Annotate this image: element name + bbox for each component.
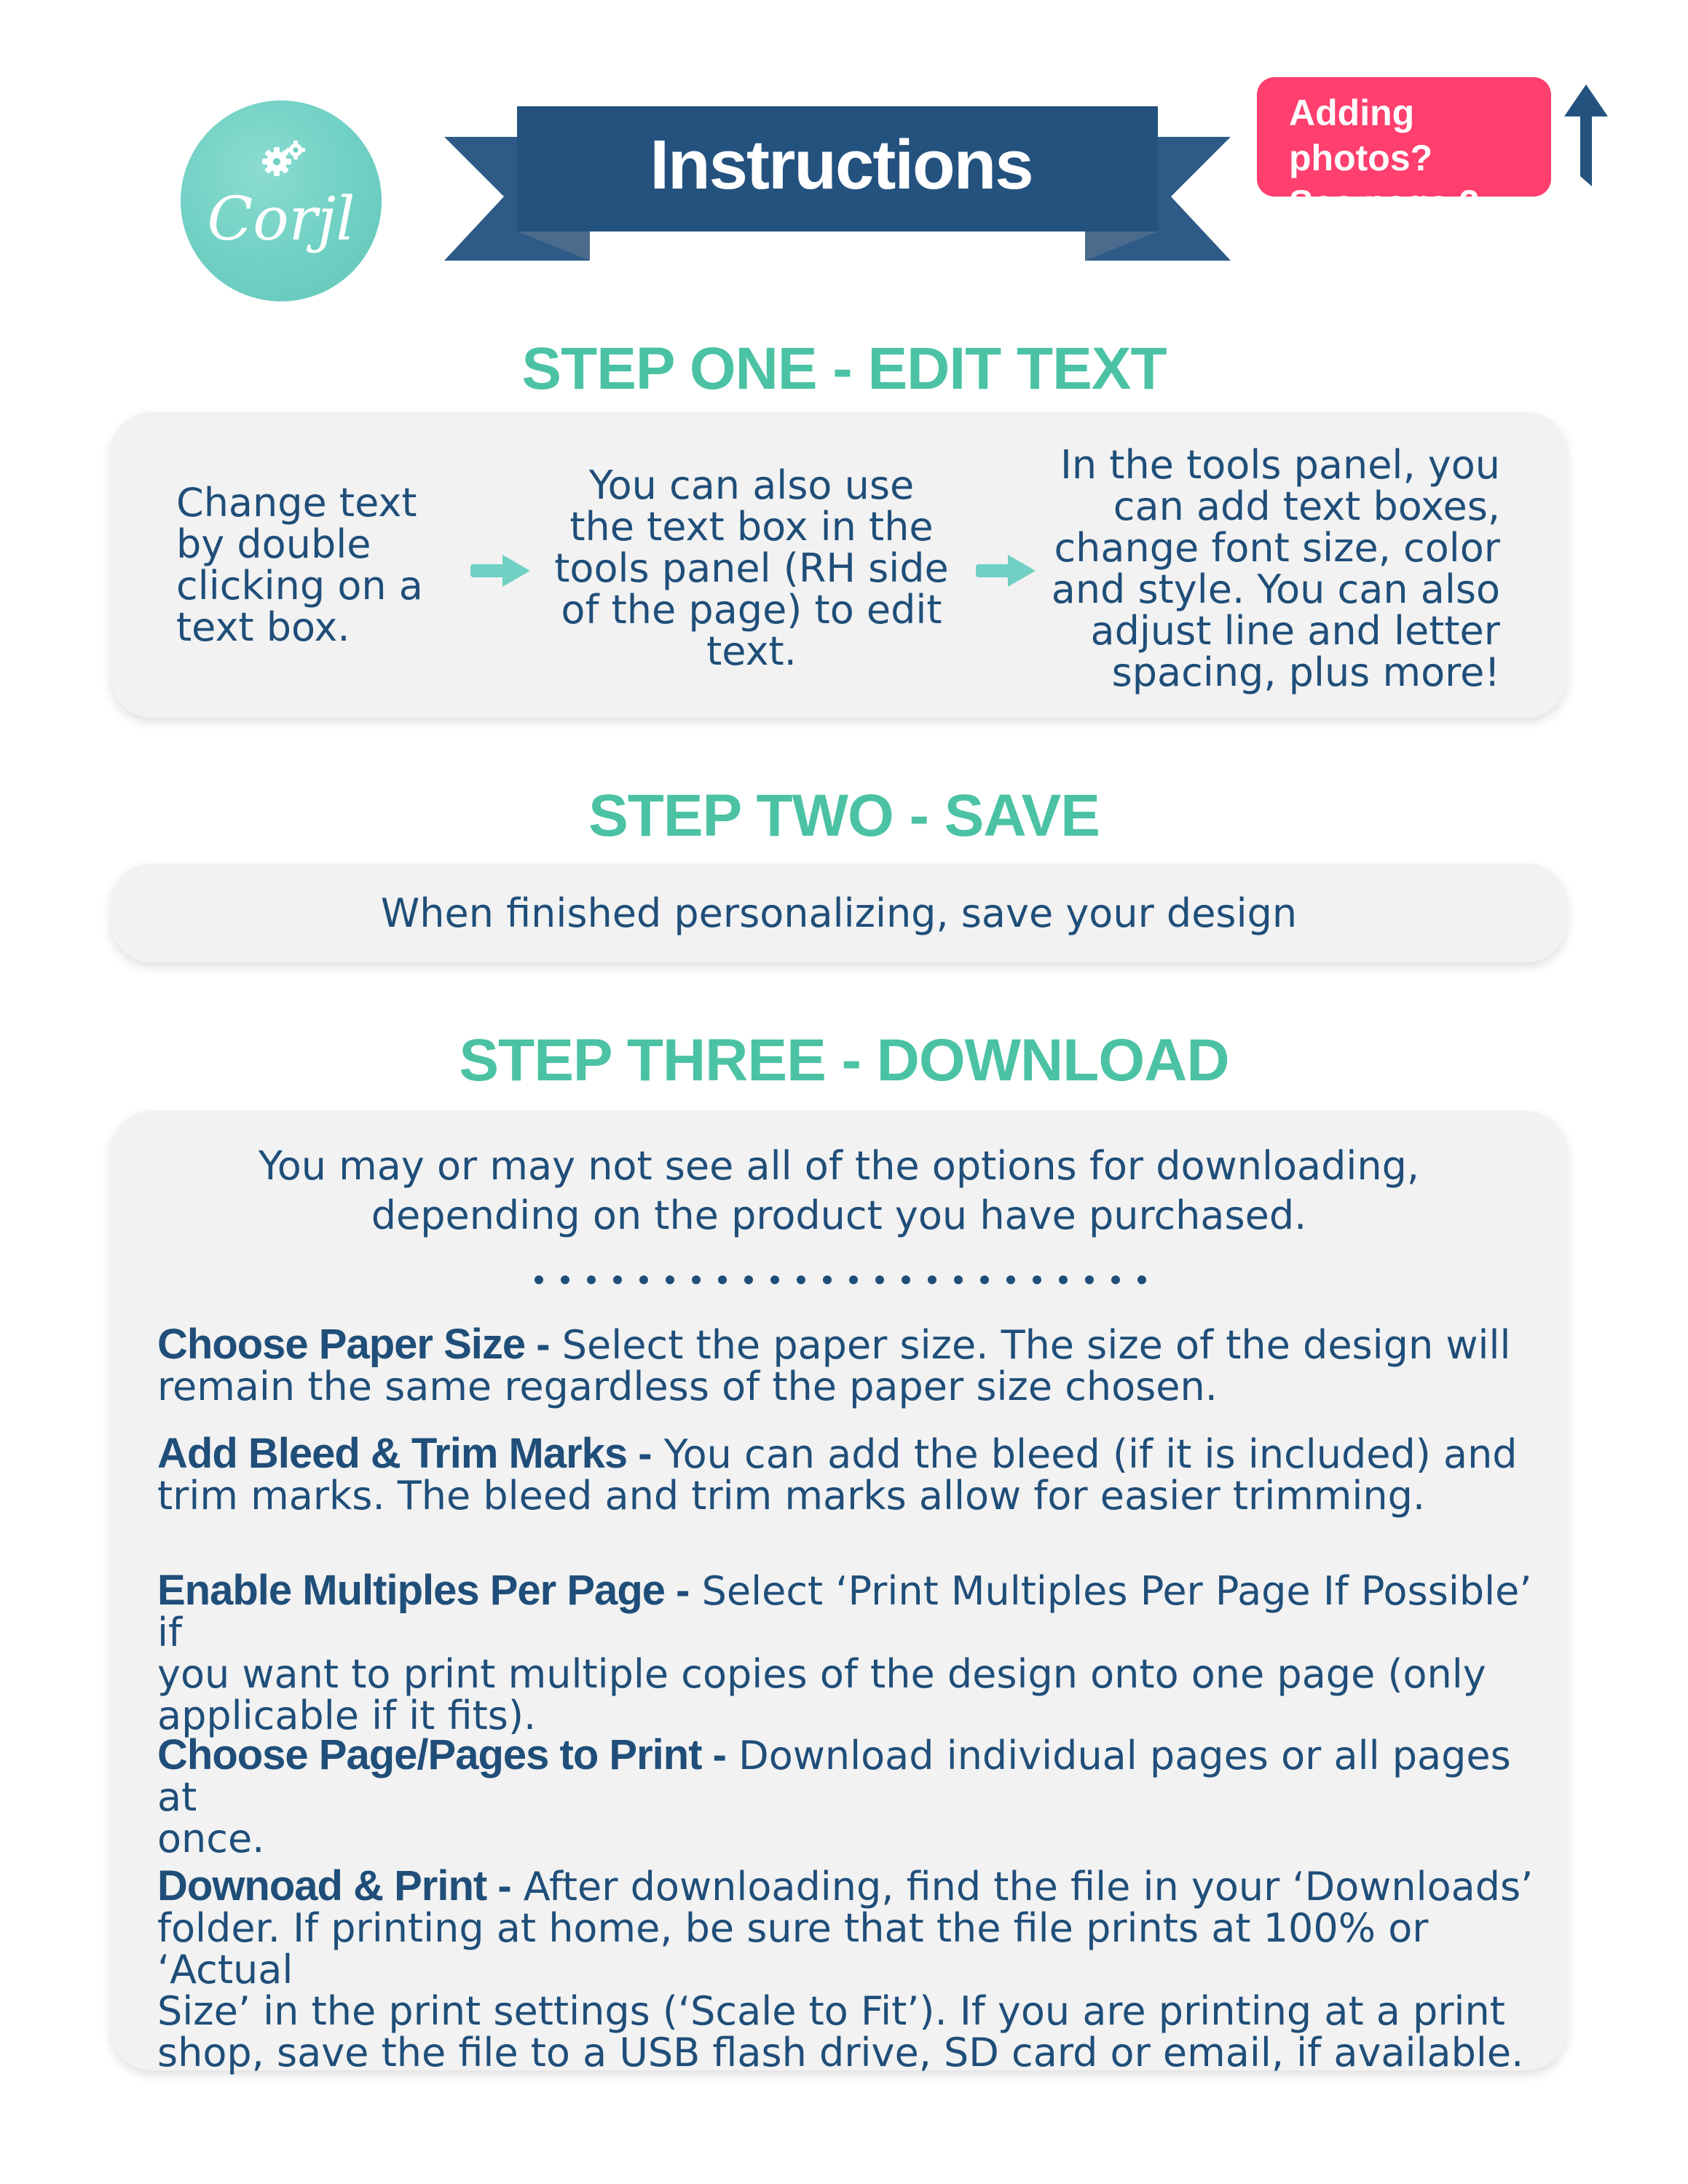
option-title: Add Bleed & Trim Marks - <box>157 1430 652 1477</box>
step-one-heading: STEP ONE - EDIT TEXT <box>521 336 1167 402</box>
option-title: Choose Page/Pages to Print - <box>157 1731 726 1779</box>
option-line: After downloading, find the file in your ‘Downloads’ <box>510 1864 1534 1910</box>
option-line: Select the paper size. The size of the design will <box>549 1322 1511 1368</box>
col1-line: text box. <box>176 604 350 650</box>
col2-line: the text box in the <box>569 504 934 550</box>
option-enable-multiples <box>157 1567 1541 1738</box>
dotted-divider <box>532 1273 1151 1287</box>
step-two-heading: STEP TWO - SAVE <box>588 783 1100 849</box>
option-title: Enable Multiples Per Page - <box>157 1567 690 1614</box>
option-line: Select ‘Print Multiples Per Page If Possible’ if <box>157 1568 1532 1655</box>
col3-line: change font size, color <box>1054 525 1500 571</box>
option-title: Downoad & Print - <box>157 1862 511 1910</box>
col3-line: and style. You can also <box>1051 566 1500 612</box>
photo-note-line1: Adding photos? <box>1289 92 1433 178</box>
option-line: folder. If printing at home, be sure that the file prints at 100% or ‘Actual <box>157 1905 1429 1993</box>
option-line: shop, save the file to a USB flash drive, SD card or email, if available. <box>157 2030 1524 2076</box>
step-one-col1 <box>176 482 482 648</box>
option-choose-paper-size <box>157 1321 1541 1409</box>
col2-line: You can also use <box>588 462 915 508</box>
option-title: Choose Paper Size - <box>157 1321 550 1368</box>
adding-photos-note <box>1257 77 1551 223</box>
arrow-right-icon <box>470 555 530 587</box>
option-download-print <box>157 1862 1541 2076</box>
up-arrow-icon <box>1564 84 1608 186</box>
col3-line: spacing, plus more! <box>1111 649 1500 695</box>
option-line: Size’ in the print settings (‘Scale to Fit’). If you are printing at a print <box>157 1988 1505 2034</box>
logo-text: Corjl <box>207 185 355 254</box>
option-line: trim marks. The bleed and trim marks allow for easier trimming. <box>157 1473 1426 1519</box>
intro-line: You may or may not see all of the options for downloading, <box>258 1143 1420 1189</box>
col2-line: of the page) to edit <box>561 587 942 633</box>
intro-line: depending on the product you have purchased. <box>371 1192 1307 1238</box>
corjl-logo <box>181 100 382 301</box>
option-line: Download individual pages or all pages at <box>157 1733 1511 1820</box>
step-two-text: When finished personalizing, save your design <box>380 890 1298 936</box>
arrow-right-icon <box>976 555 1036 587</box>
step-one-col2 <box>540 464 963 672</box>
col3-line: can add text boxes, <box>1113 483 1500 529</box>
col2-line: text. <box>706 628 797 674</box>
col2-line: tools panel (RH side <box>554 545 949 591</box>
photo-note-line2: See page 2. <box>1289 183 1490 223</box>
option-line: applicable if it fits). <box>157 1693 537 1738</box>
gears-icon <box>259 138 306 179</box>
col3-line: adjust line and letter <box>1090 608 1500 654</box>
banner-title: Instructions <box>650 126 1033 204</box>
col3-line: In the tools panel, you <box>1060 442 1500 488</box>
step-one-col3 <box>1034 444 1500 693</box>
col1-line: Change text <box>176 480 417 526</box>
step-three-intro <box>111 1142 1567 1241</box>
option-line: you want to print multiple copies of the design onto one page (only <box>157 1651 1486 1697</box>
option-line: You can add the bleed (if it is included) and <box>651 1431 1518 1477</box>
step-three-heading: STEP THREE - DOWNLOAD <box>459 1027 1229 1093</box>
col1-line: clicking on a <box>176 563 423 609</box>
option-line: remain the same regardless of the paper size chosen. <box>157 1364 1218 1409</box>
option-line: once. <box>157 1816 265 1861</box>
col1-line: by double <box>176 521 371 567</box>
option-choose-pages <box>157 1731 1541 1861</box>
option-add-bleed-trim-marks <box>157 1430 1541 1519</box>
